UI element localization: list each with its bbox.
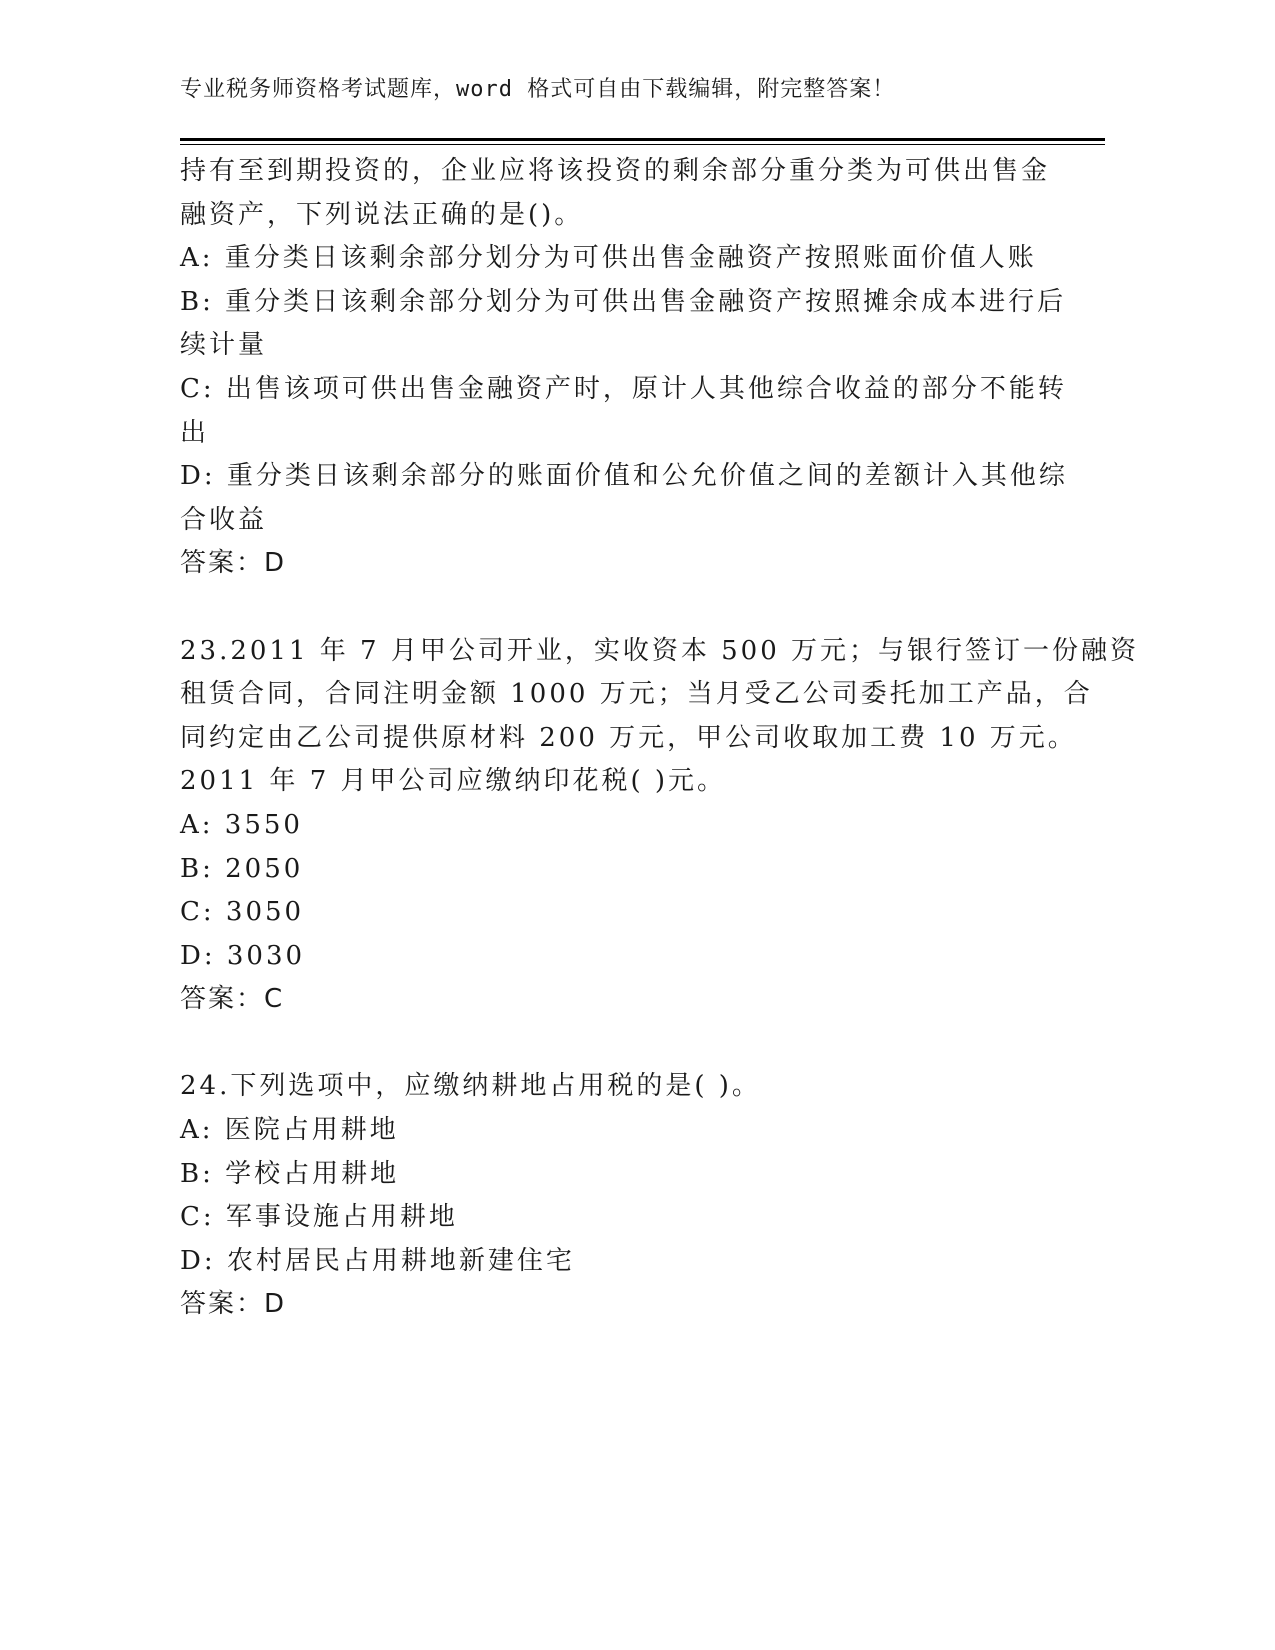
question-stem-line: 融资产，下列说法正确的是()。 (180, 199, 584, 230)
option-d: D: 农村居民占用耕地新建住宅 (180, 1245, 575, 1276)
answer-label: 答案：D (180, 1289, 287, 1320)
answer-label: 答案：D (180, 548, 287, 579)
option-d: D: 3030 (180, 940, 306, 971)
answer-label: 答案：C (180, 984, 285, 1015)
question-stem-line: 同约定由乙公司提供原材料 200 万元，甲公司收取加工费 10 万元。 (180, 722, 1077, 753)
page-header: 专业税务师资格考试题库，word 格式可自由下载编辑，附完整答案！ (180, 77, 896, 102)
question-23 (180, 630, 1140, 1022)
spacer (180, 586, 1040, 630)
header-rule-thin (180, 144, 1105, 145)
option-a: A: 医院占用耕地 (180, 1115, 399, 1146)
header-rule-thick (180, 138, 1105, 141)
question-stem-line: 租赁合同，合同注明金额 1000 万元；当月受乙公司委托加工产品，合 (180, 679, 1093, 710)
question-24 (180, 1065, 1040, 1327)
option-b: B: 2050 (180, 853, 304, 884)
option-a: A: 重分类日该剩余部分划分为可供出售金融资产按照账面价值人账 (180, 243, 1037, 274)
option-c-continued: 出 (180, 417, 210, 448)
question-22 (180, 150, 1068, 586)
option-b-continued: 续计量 (180, 330, 268, 361)
option-b: B: 学校占用耕地 (180, 1158, 400, 1189)
option-c: C: 出售该项可供出售金融资产时，原计人其他综合收益的部分不能转 (180, 373, 1067, 404)
question-stem-line: 2011 年 7 月甲公司应缴纳印花税( )元。 (180, 766, 727, 797)
question-stem-line: 持有至到期投资的，企业应将该投资的剩余部分重分类为可供出售金 (180, 156, 1051, 186)
option-c: C: 军事设施占用耕地 (180, 1202, 458, 1233)
question-stem-line: 23.2011 年 7 月甲公司开业，实收资本 500 万元；与银行签订一份融资 (180, 635, 1140, 666)
option-d-continued: 合收益 (180, 504, 268, 535)
option-a: A: 3550 (180, 809, 303, 840)
option-b: B: 重分类日该剩余部分划分为可供出售金融资产按照摊余成本进行后 (180, 286, 1067, 317)
spacer (180, 1022, 1040, 1066)
option-d: D: 重分类日该剩余部分的账面价值和公允价值之间的差额计入其他综 (180, 461, 1068, 492)
question-stem-line: 24.下列选项中，应缴纳耕地占用税的是( )。 (180, 1071, 761, 1102)
question-content (180, 150, 1140, 1327)
option-c: C: 3050 (180, 897, 305, 928)
